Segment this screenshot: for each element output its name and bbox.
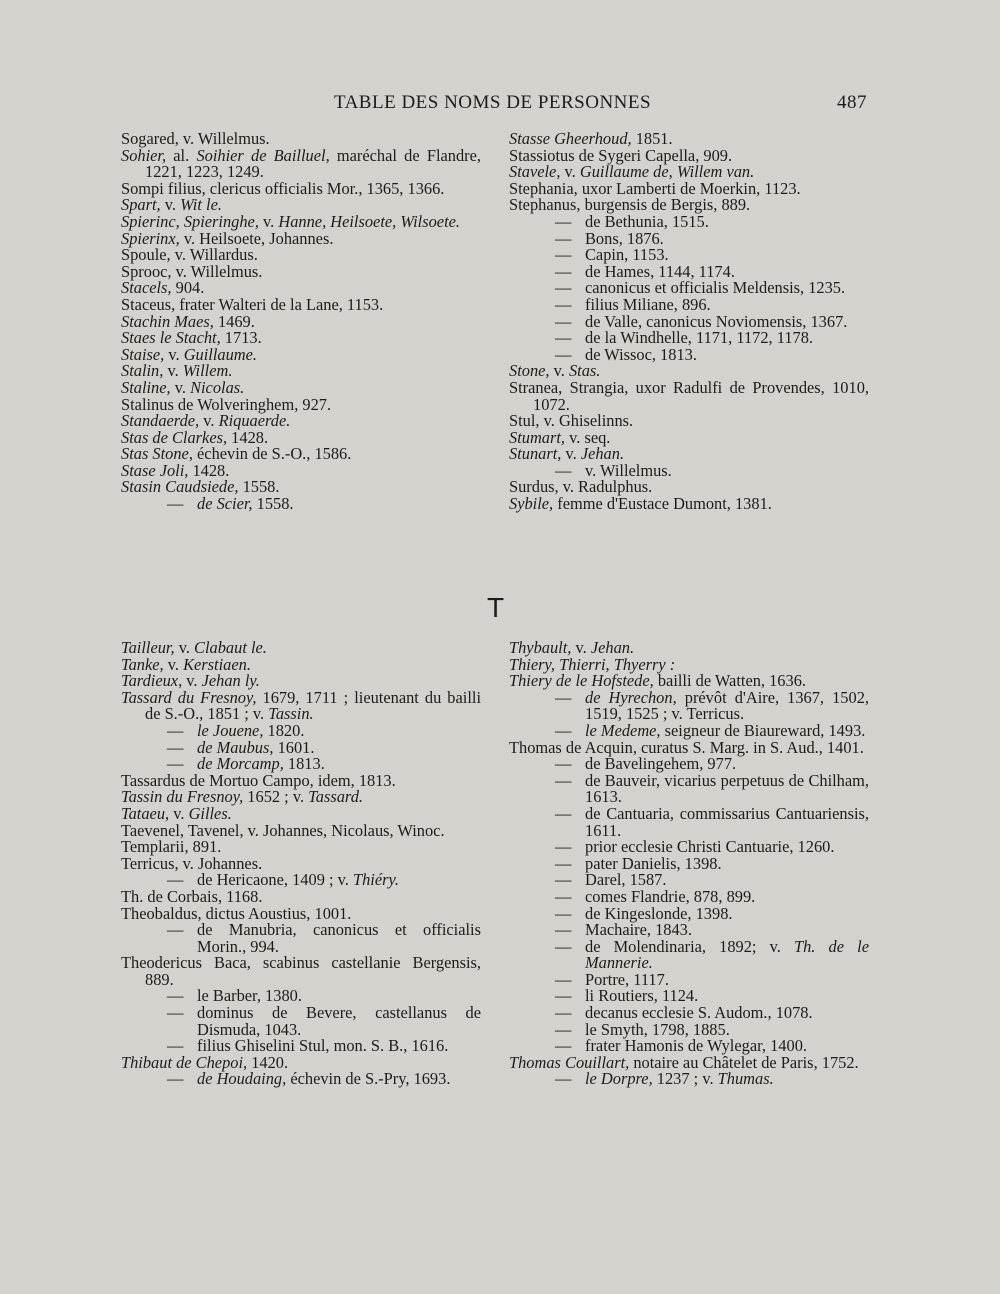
index-entry xyxy=(121,687,481,724)
entry-text: Stassiotus de Sygeri Capella, 909. xyxy=(509,145,733,165)
entry-text: 1679, 1711 ; lieutenant du bailli de S.-O., 1851 ; v. xyxy=(145,687,481,724)
entry-text: Jehan. xyxy=(580,444,625,464)
index-subentry xyxy=(121,496,481,513)
subentry-dash: — xyxy=(167,754,184,774)
entry-text: Thiéry. xyxy=(352,870,399,890)
entry-text: 1558. xyxy=(238,477,280,497)
index-entry xyxy=(121,145,481,182)
entry-text: Stephania, uxor Lamberti de Moerkin, 1123. xyxy=(509,178,801,198)
index-column-bottom-right xyxy=(509,640,869,1088)
subentry-dash: — xyxy=(555,754,572,774)
entry-text: v. xyxy=(571,638,591,657)
subentry-dash: — xyxy=(555,720,572,740)
entry-text: le Dorpre, xyxy=(585,1069,653,1089)
entry-text: Stas de Clarkes, xyxy=(121,427,228,447)
index-subentry xyxy=(509,770,869,807)
subentry-dash: — xyxy=(555,261,572,281)
entry-text: Gilles. xyxy=(188,803,232,823)
subentry-dash: — xyxy=(555,245,572,265)
entry-text: dominus de Bevere, castellanus de Dismuda, 1043. xyxy=(197,1003,481,1039)
subentry-dash: — xyxy=(555,1036,572,1056)
entry-text: échevin de S.-Pry, 1693. xyxy=(286,1069,451,1089)
entry-text: v. xyxy=(182,671,202,691)
entry-text: v. xyxy=(561,444,581,464)
index-subentry xyxy=(509,936,869,973)
subentry-dash: — xyxy=(167,720,184,740)
page-number: 487 xyxy=(837,92,867,113)
subentry-dash: — xyxy=(555,460,572,480)
entry-text: v. Heilsoete, Johannes. xyxy=(179,228,334,248)
entry-text: v. Willelmus. xyxy=(585,460,672,480)
index-entry xyxy=(121,955,481,988)
entry-text: Taevenel, Tavenel, v. Johannes, Nicolaus, Winoc. xyxy=(121,820,445,840)
subentry-dash: — xyxy=(555,770,572,790)
index-subentry xyxy=(509,687,869,724)
entry-text: Stachin Maes, xyxy=(121,311,214,331)
entry-text: Capin, 1153. xyxy=(585,245,669,265)
subentry-dash: — xyxy=(167,1003,184,1023)
entry-text: maréchal de Flandre, 1221, 1223, 1249. xyxy=(145,145,481,182)
index-entry xyxy=(509,496,869,513)
subentry-dash: — xyxy=(555,687,572,707)
entry-text: canonicus et officialis Meldensis, 1235. xyxy=(585,278,846,298)
entry-text: 1428. xyxy=(188,460,230,480)
entry-text: Standaerde, xyxy=(121,411,200,431)
subentry-dash: — xyxy=(555,328,572,348)
entry-text: v. xyxy=(164,344,184,364)
entry-text: Thibaut de Chepoi, xyxy=(121,1052,248,1072)
subentry-dash: — xyxy=(555,278,572,298)
subentry-dash: — xyxy=(555,837,572,857)
entry-text: Spoule, v. Willardus. xyxy=(121,245,258,265)
entry-text: v. xyxy=(258,211,279,231)
entry-text: bailli de Watten, 1636. xyxy=(653,671,806,691)
entry-text: Staline, xyxy=(121,377,171,397)
entry-text: Staise, xyxy=(121,344,165,364)
entry-text: Bons, 1876. xyxy=(585,228,664,248)
entry-text: de Hyrechon, xyxy=(585,687,677,707)
subentry-dash: — xyxy=(555,870,572,890)
entry-text: filius Miliane, 896. xyxy=(585,294,711,314)
entry-text: Stasse Gheerhoud, xyxy=(509,129,632,148)
entry-text: Sohier, xyxy=(121,145,167,165)
entry-text: v. xyxy=(174,638,195,657)
entry-text: Tassin. xyxy=(268,704,314,724)
entry-text: filius Ghiselini Stul, mon. S. B., 1616. xyxy=(197,1036,449,1056)
index-entry xyxy=(509,377,869,414)
entry-text: de Manubria, canonicus et officialis Morin., 994. xyxy=(197,920,481,956)
entry-text: Soihier de Bailluel, xyxy=(196,145,330,165)
entry-text: li Routiers, 1124. xyxy=(585,986,699,1006)
subentry-dash: — xyxy=(555,294,572,314)
entry-text: 1713. xyxy=(220,328,262,348)
entry-text: Stumart, xyxy=(509,427,566,447)
index-subentry xyxy=(509,1071,869,1088)
subentry-dash: — xyxy=(555,344,572,364)
subentry-dash: — xyxy=(167,1036,184,1056)
entry-text: Tassin du Fresnoy, xyxy=(121,787,244,807)
entry-text: Couillart, xyxy=(565,1052,630,1072)
entry-text: Stacels, xyxy=(121,278,172,298)
entry-text: Guillaume. xyxy=(183,344,257,364)
entry-text: Wit le. xyxy=(180,195,222,215)
entry-text: Spierinx, xyxy=(121,228,180,248)
entry-text: de Molendinaria, 1892; v. xyxy=(585,936,794,956)
entry-text: Portre, 1117. xyxy=(585,969,669,989)
entry-text: le Barber, 1380. xyxy=(197,986,302,1006)
entry-text: v. xyxy=(163,654,184,674)
entry-text: Spart, xyxy=(121,195,161,215)
entry-text: prior ecclesie Christi Cantuarie, 1260. xyxy=(585,837,835,857)
entry-text: Th. de Corbais, 1168. xyxy=(121,886,263,906)
entry-text: Sompi filius, clericus officialis Mor., 1365, 1366. xyxy=(121,178,445,198)
entry-text: seigneur de Biaureward, 1493. xyxy=(660,720,866,740)
entry-text: Jehan. xyxy=(590,638,635,657)
entry-text: Tassardus de Mortuo Campo, idem, 1813. xyxy=(121,770,396,790)
index-subentry xyxy=(121,922,481,955)
entry-text: v. xyxy=(169,803,189,823)
entry-text: notaire au Châtelet de Paris, 1752. xyxy=(629,1052,859,1072)
entry-text: Sprooc, v. Willelmus. xyxy=(121,261,263,281)
entry-text: v. xyxy=(163,361,183,381)
subentry-dash: — xyxy=(555,803,572,823)
subentry-dash: — xyxy=(167,737,184,757)
entry-text: de Houdaing, xyxy=(197,1069,287,1089)
subentry-dash: — xyxy=(555,1003,572,1023)
entry-text: 1820. xyxy=(263,720,305,740)
entry-text: Stalinus de Wolveringhem, 927. xyxy=(121,394,332,414)
entry-text: de la Windhelle, 1171, 1172, 1178. xyxy=(585,328,814,348)
entry-text: comes Flandrie, 878, 899. xyxy=(585,886,756,906)
entry-text: Theodericus Baca, scabinus castellanie Bergensis, 889. xyxy=(121,953,481,989)
entry-text: Clabaut le. xyxy=(194,638,267,657)
entry-text: Sybile, xyxy=(509,494,554,514)
entry-text: Thiery de le Hofstede, xyxy=(509,671,654,691)
entry-text: de Morcamp, xyxy=(197,754,284,774)
entry-text: Thomas xyxy=(509,1052,566,1072)
entry-text: v. xyxy=(549,361,569,381)
entry-text: Stone, xyxy=(509,361,550,381)
subentry-dash: — xyxy=(555,1069,572,1089)
entry-text: de Cantuaria, commissarius Cantuariensis, 1611. xyxy=(585,803,869,840)
entry-text: Kerstiaen. xyxy=(183,654,251,674)
entry-text: de Scier, xyxy=(197,494,253,514)
entry-text: Thybault, xyxy=(509,638,572,657)
entry-text: 904. xyxy=(171,278,205,298)
subentry-dash: — xyxy=(555,853,572,873)
entry-text: Sogared, v. Willelmus. xyxy=(121,129,270,148)
entry-text: 1813. xyxy=(283,754,325,774)
entry-text: frater Hamonis de Wylegar, 1400. xyxy=(585,1036,807,1056)
entry-text: Thiery, Thierri, Thyerry : xyxy=(509,654,676,674)
entry-text: Staes le Stacht, xyxy=(121,328,221,348)
entry-text: de Hericaone, 1409 ; v. xyxy=(197,870,353,890)
entry-text: Willem. xyxy=(182,361,233,381)
entry-text: Staceus, frater Walteri de la Lane, 1153. xyxy=(121,294,384,314)
entry-text: decanus ecclesie S. Audom., 1078. xyxy=(585,1003,813,1023)
entry-text: v. xyxy=(170,377,191,397)
entry-text: femme d'Eustace Dumont, 1381. xyxy=(553,494,772,514)
subentry-dash: — xyxy=(555,1019,572,1039)
entry-text: Stalin, xyxy=(121,361,164,381)
entry-text: Stasin Caudsiede, xyxy=(121,477,239,497)
entry-text: v. xyxy=(199,411,219,431)
entry-text: v. xyxy=(560,162,580,182)
entry-text: prévôt d'Aire, 1367, 1502, 1519, 1525 ; v. Terricus. xyxy=(585,687,869,724)
subentry-dash: — xyxy=(555,228,572,248)
entry-text: Riquaerde. xyxy=(218,411,291,431)
entry-text: v. xyxy=(160,195,181,215)
index-subentry xyxy=(121,1071,481,1088)
subentry-dash: — xyxy=(167,986,184,1006)
entry-text: Tailleur, xyxy=(121,638,175,657)
entry-text: Templarii, 891. xyxy=(121,837,222,857)
entry-text: Tanke, xyxy=(121,654,164,674)
subentry-dash: — xyxy=(167,494,184,514)
running-title: TABLE DES NOMS DE PERSONNES xyxy=(334,92,652,113)
entry-text: de Bauveir, vicarius perpetuus de Chilham, 1613. xyxy=(585,770,869,807)
entry-text: Machaire, 1843. xyxy=(585,920,692,940)
subentry-dash: — xyxy=(555,886,572,906)
entry-text: Surdus, v. Radulphus. xyxy=(509,477,653,497)
entry-text: Jehan ly. xyxy=(201,671,260,691)
subentry-dash: — xyxy=(167,920,184,940)
entry-text: Stul, v. Ghiselinns. xyxy=(509,411,634,431)
entry-text: Nicolas. xyxy=(190,377,245,397)
subentry-dash: — xyxy=(167,870,184,890)
subentry-dash: — xyxy=(555,986,572,1006)
entry-text: 1601. xyxy=(273,737,315,757)
entry-text: Darel, 1587. xyxy=(585,870,667,890)
entry-text: Thomas de Acquin, curatus S. Marg. in S. Aud., 1401. xyxy=(509,737,864,757)
entry-text: de Bavelingehem, 977. xyxy=(585,754,737,774)
section-letter-heading: T xyxy=(487,592,505,623)
entry-text: Tataeu, xyxy=(121,803,170,823)
subentry-dash: — xyxy=(555,311,572,331)
entry-text: Guillaume de, Willem van. xyxy=(579,162,755,182)
entry-text: Tassard du Fresnoy, xyxy=(121,687,257,707)
entry-text: de Valle, canonicus Noviomensis, 1367. xyxy=(585,311,848,331)
subentry-dash: — xyxy=(167,1069,184,1089)
entry-text: Tassard. xyxy=(308,787,363,807)
entry-text: Spierinc, Spieringhe, xyxy=(121,211,259,231)
entry-text: 1420. xyxy=(247,1052,289,1072)
entry-text: 1558. xyxy=(252,494,294,514)
entry-text: al. xyxy=(166,145,197,165)
entry-text: le Smyth, 1798, 1885. xyxy=(585,1019,730,1039)
entry-text: Hanne, Heilsoete, Wilsoete. xyxy=(278,211,460,231)
subentry-dash: — xyxy=(555,211,572,231)
entry-text: Stranea, Strangia, uxor Radulfi de Provendes, 1010, 1072. xyxy=(509,377,869,414)
entry-text: Stas. xyxy=(568,361,601,381)
entry-text: Stephanus, burgensis de Bergis, 889. xyxy=(509,195,751,215)
entry-text: Th. de le Mannerie. xyxy=(585,936,869,973)
entry-text: de Bethunia, 1515. xyxy=(585,211,709,231)
entry-text: Thumas. xyxy=(717,1069,774,1089)
entry-text: Stunart, xyxy=(509,444,562,464)
entry-text: pater Danielis, 1398. xyxy=(585,853,722,873)
subentry-dash: — xyxy=(555,903,572,923)
subentry-dash: — xyxy=(555,936,572,956)
subentry-dash: — xyxy=(555,920,572,940)
entry-text: de Kingeslonde, 1398. xyxy=(585,903,733,923)
entry-text: 1851. xyxy=(631,129,673,148)
entry-text: Stas Stone, xyxy=(121,444,193,464)
entry-text: 1652 ; v. xyxy=(243,787,309,807)
entry-text: le Jouene, xyxy=(197,720,264,740)
entry-text: 1237 ; v. xyxy=(652,1069,718,1089)
entry-text: v. seq. xyxy=(565,427,611,447)
entry-text: 1469. xyxy=(213,311,255,331)
entry-text: de Hames, 1144, 1174. xyxy=(585,261,735,281)
entry-text: de Maubus, xyxy=(197,737,274,757)
entry-text: Tardieux, xyxy=(121,671,183,691)
index-column-top-left xyxy=(121,131,481,513)
entry-text: 1428. xyxy=(227,427,269,447)
entry-text: Theobaldus, dictus Aoustius, 1001. xyxy=(121,903,352,923)
entry-text: de Wissoc, 1813. xyxy=(585,344,697,364)
index-subentry xyxy=(121,1005,481,1038)
entry-text: le Medeme, xyxy=(585,720,661,740)
entry-text: Stavele, xyxy=(509,162,561,182)
entry-text: Stase Joli, xyxy=(121,460,189,480)
index-subentry xyxy=(509,803,869,840)
entry-text: Terricus, v. Johannes. xyxy=(121,853,263,873)
index-column-top-right xyxy=(509,131,869,513)
index-column-bottom-left xyxy=(121,640,481,1088)
entry-text: échevin de S.-O., 1586. xyxy=(192,444,352,464)
subentry-dash: — xyxy=(555,969,572,989)
